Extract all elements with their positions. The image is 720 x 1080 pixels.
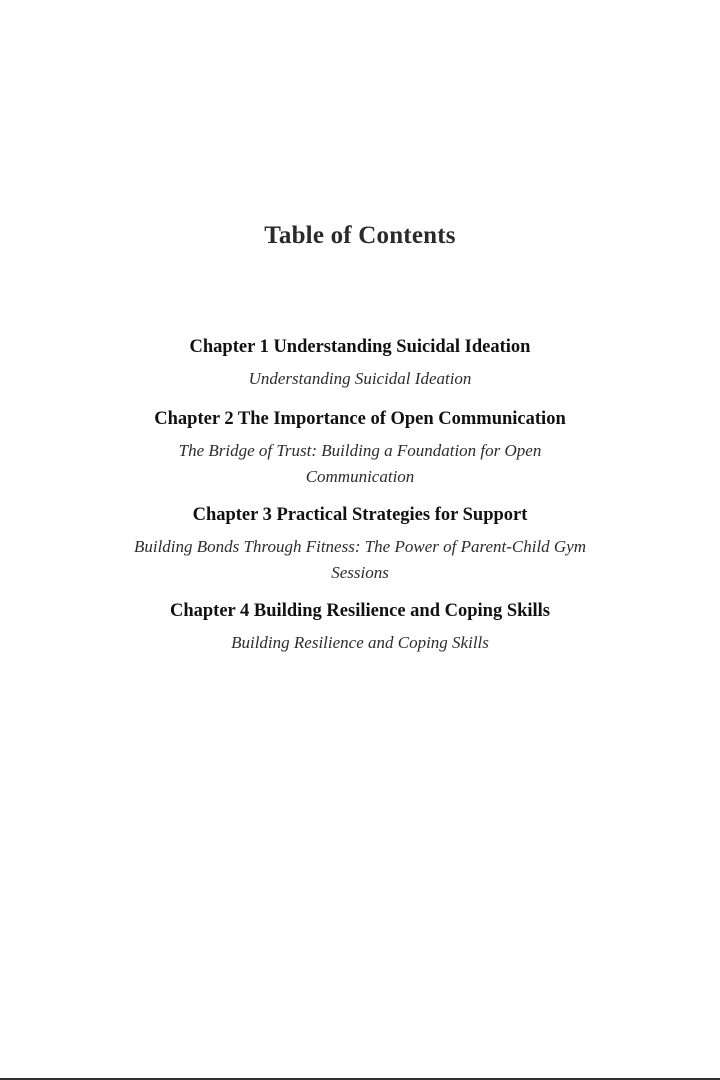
toc-entry-chapter-1 [0,334,720,392]
toc-entry-chapter-4 [0,598,720,656]
toc-entry-chapter-3 [0,502,720,586]
chapter-3-heading: Chapter 3 Practical Strategies for Support [192,505,528,525]
chapter-1-heading: Chapter 1 Understanding Suicidal Ideation [189,337,531,357]
chapter-4-heading: Chapter 4 Building Resilience and Coping Skills [169,601,551,621]
toc-entry-chapter-2 [0,406,720,490]
page-title: Table of Contents [264,222,456,249]
chapter-3-subtitle: Building Bonds Through Fitness: The Power of Parent-Child Gym Sessions [133,537,587,582]
chapter-2-subtitle: The Bridge of Trust: Building a Foundation for Open Communication [178,441,542,486]
chapter-4-subtitle: Building Resilience and Coping Skills [231,633,489,652]
chapter-1-subtitle: Understanding Suicidal Ideation [248,369,472,388]
chapter-2-heading: Chapter 2 The Importance of Open Communication [154,409,566,429]
toc-list [0,334,720,674]
